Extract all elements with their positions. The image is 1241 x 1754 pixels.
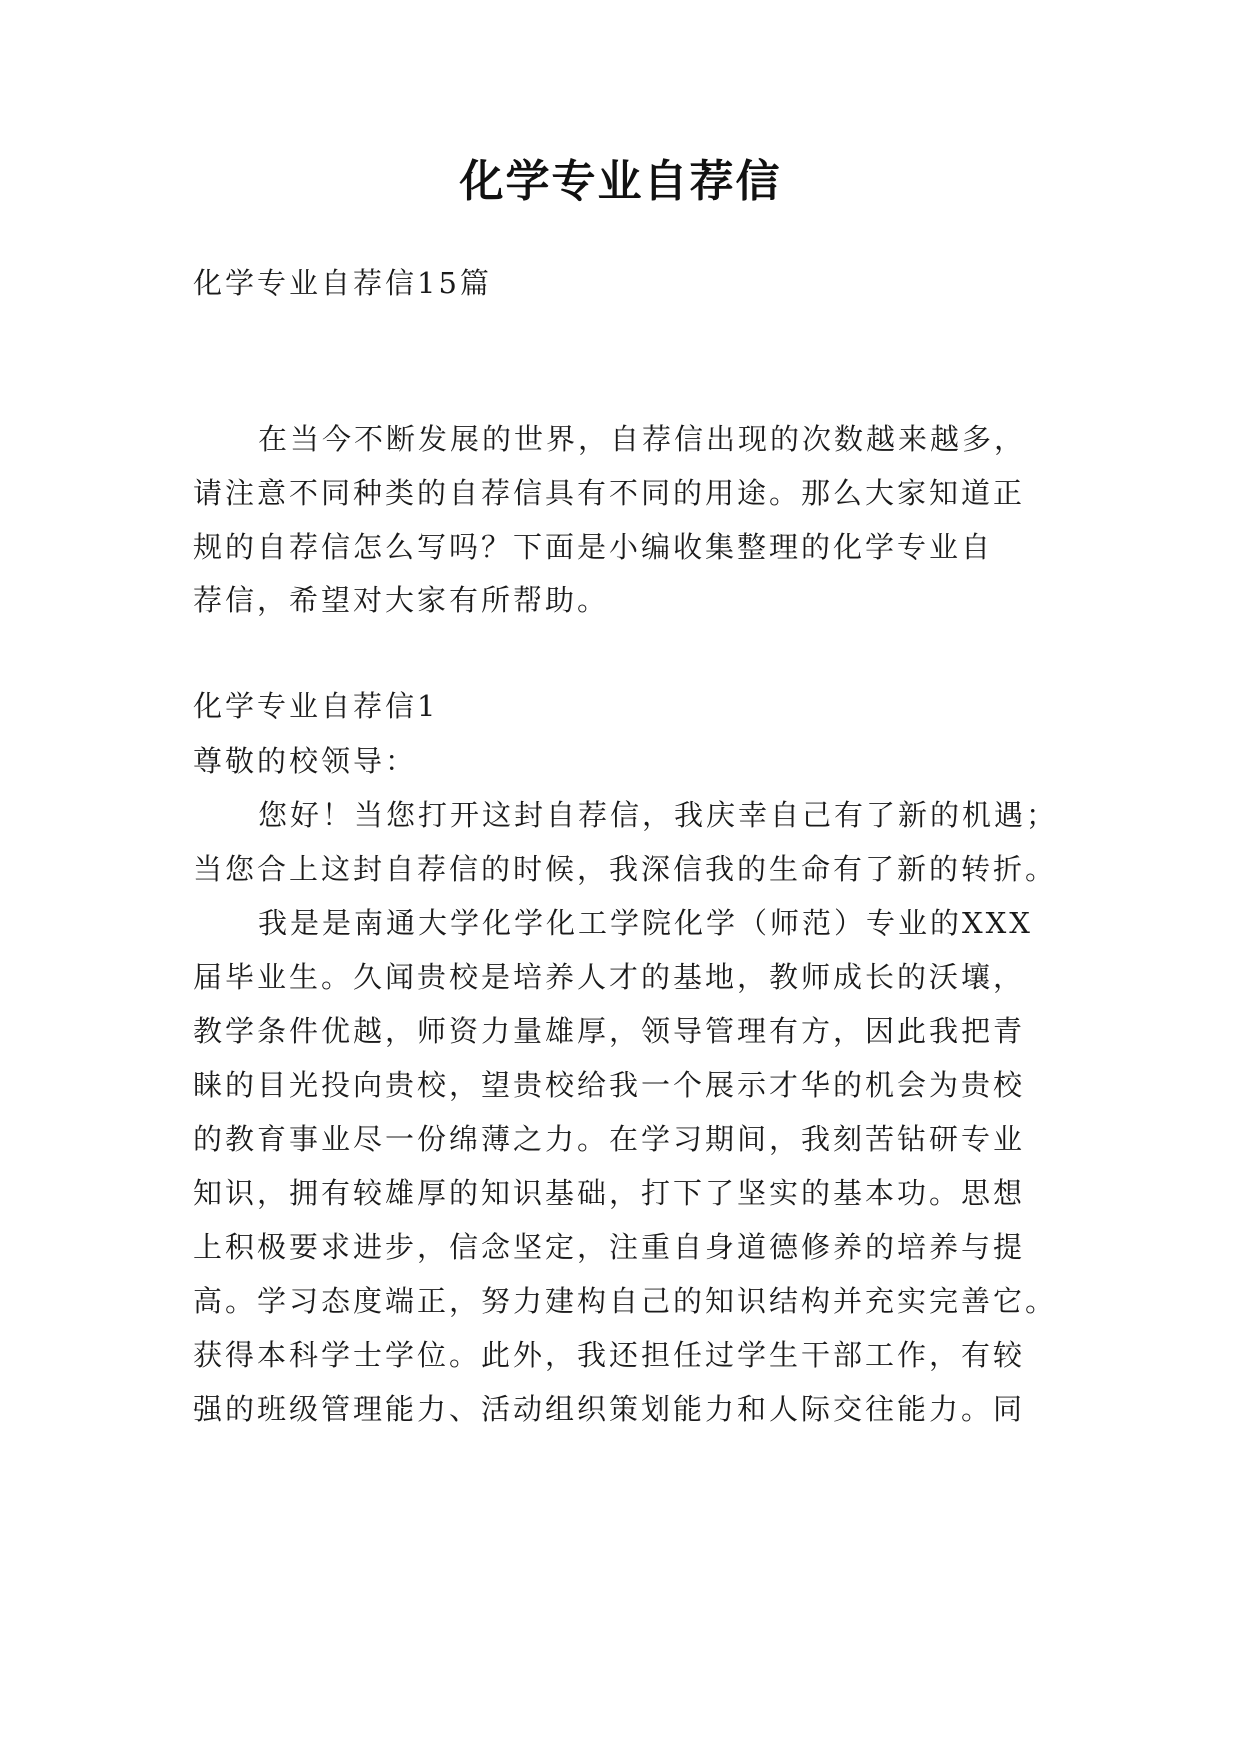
body-line: 知识，拥有较雄厚的知识基础，打下了坚实的基本功。思想 (193, 1176, 1026, 1210)
intro-line: 规的自荐信怎么写吗？下面是小编收集整理的化学专业自 (193, 530, 994, 564)
body-line: 的教育事业尽一份绵薄之力。在学习期间，我刻苦钻研专业 (193, 1122, 1026, 1156)
document-title: 化学专业自荐信 (459, 156, 782, 207)
body-line: 获得本科学士学位。此外，我还担任过学生干部工作，有较 (193, 1338, 1026, 1372)
document-subtitle: 化学专业自荐信15篇 (193, 266, 492, 300)
body-line: 当您合上这封自荐信的时候，我深信我的生命有了新的转折。 (193, 852, 1058, 886)
intro-line: 在当今不断发展的世界，自荐信出现的次数越来越多， (258, 422, 1027, 456)
body-line: 上积极要求进步，信念坚定，注重自身道德修养的培养与提 (193, 1230, 1026, 1264)
body-line: 我是是南通大学化学化工学院化学（师范）专业的XXX (258, 906, 1033, 940)
section-heading: 化学专业自荐信1 (193, 689, 439, 723)
body-line: 睐的目光投向贵校，望贵校给我一个展示才华的机会为贵校 (193, 1068, 1026, 1102)
body-line: 届毕业生。久闻贵校是培养人才的基地，教师成长的沃壤， (193, 960, 1026, 994)
body-line: 强的班级管理能力、活动组织策划能力和人际交往能力。同 (193, 1392, 1026, 1426)
body-line: 高。学习态度端正，努力建构自己的知识结构并充实完善它。 (193, 1284, 1058, 1318)
salutation: 尊敬的校领导： (193, 744, 418, 778)
intro-line: 请注意不同种类的自荐信具有不同的用途。那么大家知道正 (193, 476, 1026, 510)
body-line: 教学条件优越，师资力量雄厚，领导管理有方，因此我把青 (193, 1014, 1026, 1048)
intro-line: 荐信，希望对大家有所帮助。 (193, 583, 610, 617)
body-line: 您好！当您打开这封自荐信，我庆幸自己有了新的机遇； (258, 798, 1059, 832)
